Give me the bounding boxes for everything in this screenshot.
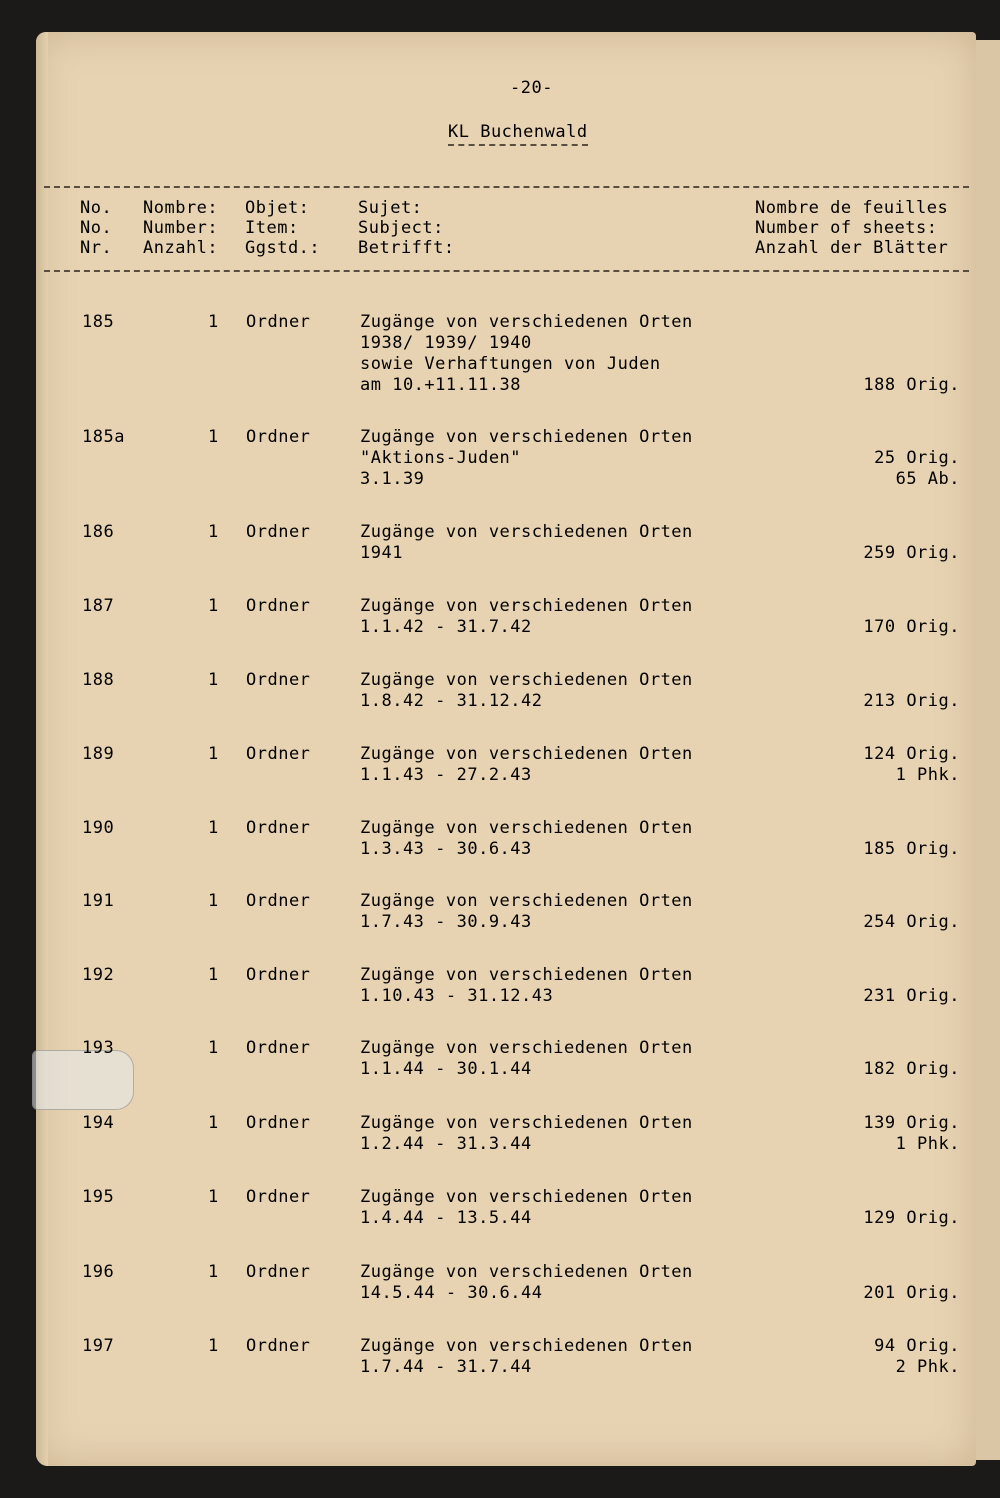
header-no-fr: No. <box>80 198 113 218</box>
entry-sheets: 65 Ab. <box>895 469 960 489</box>
entry-subject-line: 1.7.43 - 30.9.43 <box>360 912 532 932</box>
entry-subject-line: Zugänge von verschiedenen Orten <box>360 818 693 838</box>
entry-subject-line: Zugänge von verschiedenen Orten <box>360 670 693 690</box>
entry-subject-line: Zugänge von verschiedenen Orten <box>360 312 693 332</box>
entry-item: Ordner <box>246 818 311 838</box>
entry-subject-line: 1.1.43 - 27.2.43 <box>360 765 532 785</box>
entry-subject-line: Zugänge von verschiedenen Orten <box>360 1336 693 1356</box>
entry-sheets: 124 Orig. <box>863 744 960 764</box>
entry-sheets: 182 Orig. <box>863 1059 960 1079</box>
entry-subject-line: "Aktions-Juden" <box>360 448 522 468</box>
entry-count: 1 <box>208 1262 219 1282</box>
entry-sheets: 231 Orig. <box>863 986 960 1006</box>
entry-item: Ordner <box>246 522 311 542</box>
header-item-de: Ggstd.: <box>245 238 321 258</box>
entry-subject-line: sowie Verhaftungen von Juden <box>360 354 661 374</box>
entry-item: Ordner <box>246 1113 311 1133</box>
header-no-en: No. <box>80 218 113 238</box>
header-count-de: Anzahl: <box>143 238 219 258</box>
entry-subject-line: Zugänge von verschiedenen Orten <box>360 744 693 764</box>
entry-sheets: 213 Orig. <box>863 691 960 711</box>
entry-subject-line: Zugänge von verschiedenen Orten <box>360 522 693 542</box>
header-no-de: Nr. <box>80 238 113 258</box>
entry-sheets: 254 Orig. <box>863 912 960 932</box>
header-sheets-fr: Nombre de feuilles <box>755 198 949 218</box>
entry-item: Ordner <box>246 1262 311 1282</box>
entry-subject-line: 1.7.44 - 31.7.44 <box>360 1357 532 1377</box>
entry-count: 1 <box>208 818 219 838</box>
entry-item: Ordner <box>246 1038 311 1058</box>
entry-count: 1 <box>208 891 219 911</box>
entry-count: 1 <box>208 1038 219 1058</box>
entry-subject-line: 1938/ 1939/ 1940 <box>360 333 532 353</box>
entry-subject-line: 1.2.44 - 31.3.44 <box>360 1134 532 1154</box>
entry-count: 1 <box>208 596 219 616</box>
entry-subject-line: 1.4.44 - 13.5.44 <box>360 1208 532 1228</box>
entry-number: 189 <box>82 744 115 764</box>
entry-subject-line: Zugänge von verschiedenen Orten <box>360 1262 693 1282</box>
entry-count: 1 <box>208 522 219 542</box>
entry-sheets: 129 Orig. <box>863 1208 960 1228</box>
entry-sheets: 139 Orig. <box>863 1113 960 1133</box>
header-item-en: Item: <box>245 218 299 238</box>
entry-item: Ordner <box>246 427 311 447</box>
entry-number: 185 <box>82 312 115 332</box>
entry-count: 1 <box>208 1336 219 1356</box>
index-tab[interactable] <box>32 1050 134 1110</box>
entry-sheets: 1 Phk. <box>895 1134 960 1154</box>
document-heading: KL Buchenwald <box>448 122 588 146</box>
entry-count: 1 <box>208 744 219 764</box>
entry-count: 1 <box>208 312 219 332</box>
entry-number: 192 <box>82 965 115 985</box>
entry-subject-line: 1.8.42 - 31.12.42 <box>360 691 543 711</box>
entry-count: 1 <box>208 670 219 690</box>
header-count-en: Number: <box>143 218 219 238</box>
entry-subject-line: 14.5.44 - 30.6.44 <box>360 1283 543 1303</box>
entry-subject-line: 1.3.43 - 30.6.43 <box>360 839 532 859</box>
header-count-fr: Nombre: <box>143 198 219 218</box>
entry-subject-line: Zugänge von verschiedenen Orten <box>360 1187 693 1207</box>
entry-count: 1 <box>208 1113 219 1133</box>
entry-subject-line: Zugänge von verschiedenen Orten <box>360 1038 693 1058</box>
entry-sheets: 188 Orig. <box>863 375 960 395</box>
header-subject-de: Betrifft: <box>358 238 455 258</box>
entry-sheets: 94 Orig. <box>874 1336 960 1356</box>
entry-sheets: 2 Phk. <box>895 1357 960 1377</box>
entry-subject-line: Zugänge von verschiedenen Orten <box>360 427 693 447</box>
entry-number: 196 <box>82 1262 115 1282</box>
entry-number: 188 <box>82 670 115 690</box>
entry-subject-line: 3.1.39 <box>360 469 425 489</box>
entry-item: Ordner <box>246 312 311 332</box>
entry-number: 193 <box>82 1038 115 1058</box>
entry-subject-line: am 10.+11.11.38 <box>360 375 522 395</box>
header-sheets-de: Anzahl der Blätter <box>755 238 949 258</box>
page-number: -20- <box>510 78 553 98</box>
entry-count: 1 <box>208 965 219 985</box>
entry-subject-line: 1941 <box>360 543 403 563</box>
entry-item: Ordner <box>246 596 311 616</box>
entry-sheets: 201 Orig. <box>863 1283 960 1303</box>
header-top-rule <box>44 186 969 188</box>
entry-number: 197 <box>82 1336 115 1356</box>
entry-item: Ordner <box>246 744 311 764</box>
entry-item: Ordner <box>246 1336 311 1356</box>
entry-number: 185a <box>82 427 125 447</box>
entry-number: 195 <box>82 1187 115 1207</box>
entry-item: Ordner <box>246 670 311 690</box>
header-subject-en: Subject: <box>358 218 444 238</box>
entry-number: 191 <box>82 891 115 911</box>
entry-sheets: 25 Orig. <box>874 448 960 468</box>
entry-subject-line: 1.1.44 - 30.1.44 <box>360 1059 532 1079</box>
header-item-fr: Objet: <box>245 198 310 218</box>
entry-subject-line: Zugänge von verschiedenen Orten <box>360 965 693 985</box>
entry-subject-line: 1.1.42 - 31.7.42 <box>360 617 532 637</box>
entry-count: 1 <box>208 427 219 447</box>
entry-sheets: 1 Phk. <box>895 765 960 785</box>
entry-sheets: 185 Orig. <box>863 839 960 859</box>
entry-subject-line: Zugänge von verschiedenen Orten <box>360 1113 693 1133</box>
entry-subject-line: 1.10.43 - 31.12.43 <box>360 986 554 1006</box>
header-subject-fr: Sujet: <box>358 198 423 218</box>
entry-number: 190 <box>82 818 115 838</box>
entry-subject-line: Zugänge von verschiedenen Orten <box>360 891 693 911</box>
header-sheets-en: Number of sheets: <box>755 218 938 238</box>
entry-count: 1 <box>208 1187 219 1207</box>
entry-item: Ordner <box>246 891 311 911</box>
entry-sheets: 170 Orig. <box>863 617 960 637</box>
entry-subject-line: Zugänge von verschiedenen Orten <box>360 596 693 616</box>
entry-number: 186 <box>82 522 115 542</box>
header-bottom-rule <box>44 270 969 272</box>
entry-item: Ordner <box>246 1187 311 1207</box>
entry-sheets: 259 Orig. <box>863 543 960 563</box>
entry-number: 194 <box>82 1113 115 1133</box>
entry-item: Ordner <box>246 965 311 985</box>
entry-number: 187 <box>82 596 115 616</box>
